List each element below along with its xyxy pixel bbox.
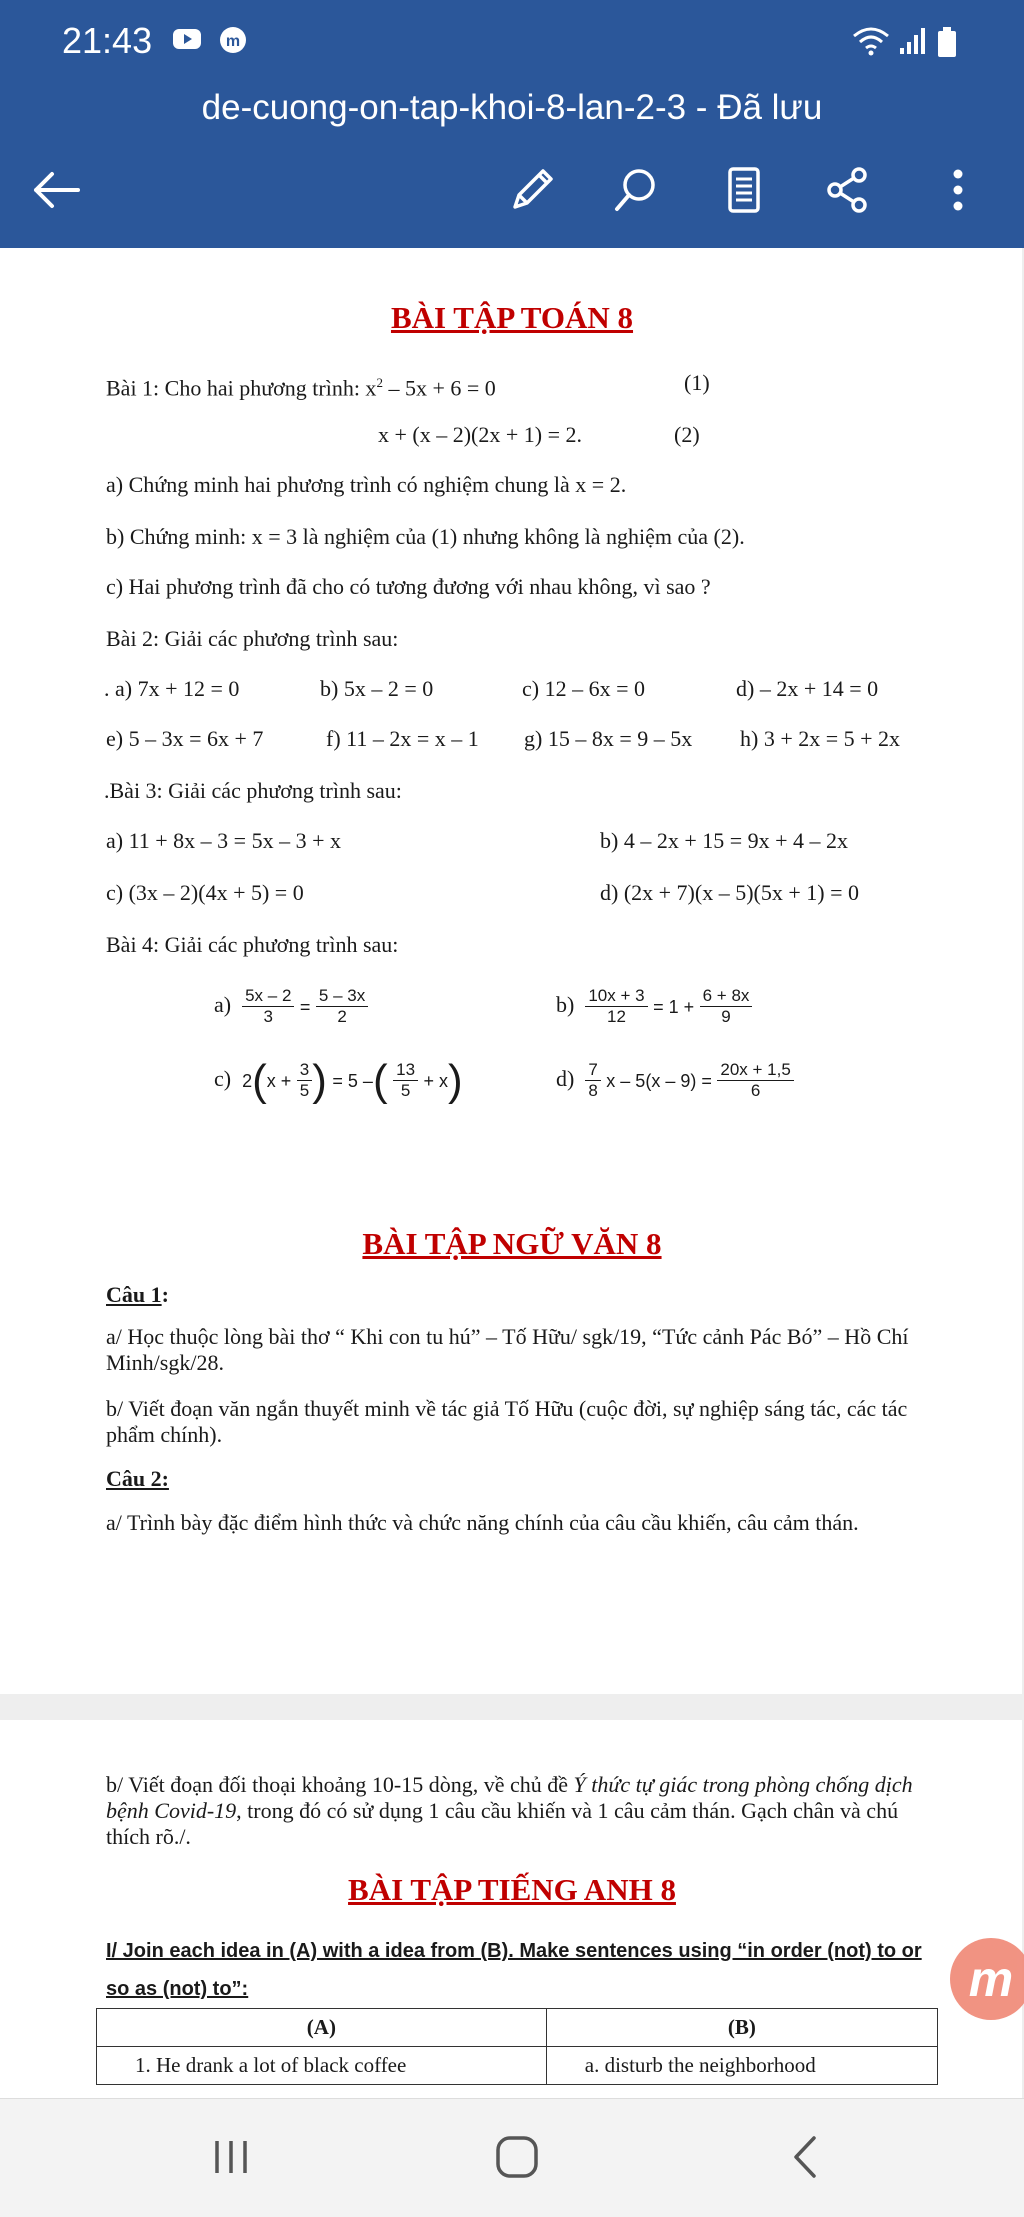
bai2-g: g) 15 – 8x = 9 – 5x <box>524 726 693 751</box>
messenger-icon <box>218 26 248 56</box>
bai4-b: b) $\frac{10x + 3}{12}$ = 1 + $\frac{6 + 8x}{9}$ <box>556 980 752 1032</box>
bai2-f: f) 11 – 2x = x – 1 <box>326 726 479 751</box>
wifi-icon <box>852 26 890 56</box>
document-title: de-cuong-on-tap-khoi-8-lan-2-3 - Đã lưu <box>201 88 823 127</box>
home-icon <box>494 2134 540 2180</box>
bai1-a: a) Chứng minh hai phương trình có nghiệm chung là x = 2. <box>106 472 627 497</box>
bai1-statement: Bài 1: Cho hai phương trình: $x^2 - 5x + 6 = 0$ <box>106 375 496 401</box>
search-button[interactable] <box>604 158 668 222</box>
bai2-a: . a) 7x + 12 = 0 <box>104 676 240 701</box>
battery-icon <box>936 26 958 58</box>
status-time: 21:43 <box>62 20 153 61</box>
eq2: x + (x – 2)(2x + 1) = 2. <box>378 422 583 447</box>
cau1-a: a/ Học thuộc lòng bài thơ “ Khi con tu hú” – Tố Hữu/ sgk/19, “Tức cảnh Pác Bó” – Hồ Chí Minh/sgk/28. <box>106 1324 909 1375</box>
svg-text:m: m <box>225 33 241 50</box>
messenger-float-button[interactable]: m <box>950 1938 1024 2020</box>
bai4-a: a) $\frac{5x - 2}{3}$ = $\frac{5 - 3x}{2}$ <box>214 980 368 1032</box>
cau2-a: a/ Trình bày đặc điểm hình thức và chức năng chính của câu cầu khiến, câu cảm thán. <box>106 1510 859 1535</box>
cau1-b: b/ Viết đoạn văn ngắn thuyết minh về tác giả Tố Hữu (cuộc đời, sự nghiệp sáng tác, các tác phẩm chính). <box>106 1396 908 1447</box>
eq1-label: (1) <box>684 370 710 395</box>
back-button[interactable] <box>24 158 88 222</box>
signal-icon <box>898 26 928 56</box>
more-icon <box>948 165 968 215</box>
literature-title: BÀI TẬP NGỮ VĂN 8 <box>362 1226 662 1261</box>
reading-view-button[interactable] <box>712 158 776 222</box>
recent-apps-button[interactable] <box>196 2129 266 2185</box>
share-icon <box>823 165 873 215</box>
back-nav-button[interactable] <box>770 2129 840 2185</box>
bai1-c: c) Hai phương trình đã cho có tương đương với nhau không, vì sao ? <box>106 574 711 599</box>
table-row <box>97 2047 938 2085</box>
bai3-c: c) (3x – 2)(4x + 5) = 0 <box>106 880 304 905</box>
bai2-e: e) 5 – 3x = 6x + 7 <box>106 726 264 751</box>
bai3-b: b) 4 – 2x + 15 = 9x + 4 – 2x <box>600 828 849 853</box>
edit-button[interactable] <box>500 158 564 222</box>
bai2-h: h) 3 + 2x = 5 + 2x <box>740 726 901 751</box>
bai4-heading: Bài 4: Giải các phương trình sau: <box>106 932 399 957</box>
search-icon <box>611 165 661 215</box>
youtube-icon <box>172 26 202 52</box>
share-button[interactable] <box>816 158 880 222</box>
bai3-d: d) (2x + 7)(x – 5)(5x + 1) = 0 <box>600 880 860 905</box>
more-options-button[interactable] <box>926 158 990 222</box>
column-b-header: (B) <box>546 2009 937 2047</box>
english-instruction: I/ Join each idea in (A) with a idea from (B). Make sentences using “in order (not) to or so as (not) to”: <box>106 1940 922 2000</box>
back-icon <box>30 170 82 210</box>
row-1-b: a. disturb the neighborhood <box>546 2047 937 2085</box>
bai1-b: b) Chứng minh: x = 3 là nghiệm của (1) nhưng không là nghiệm của (2). <box>106 524 745 549</box>
eq2-label: (2) <box>674 422 700 447</box>
reading-view-icon <box>724 165 764 215</box>
bai3-heading: .Bài 3: Giải các phương trình sau: <box>104 778 402 803</box>
system-nav-bar <box>0 2098 1024 2217</box>
english-table <box>96 2008 938 2085</box>
back-nav-icon <box>790 2134 820 2180</box>
bai2-b: b) 5x – 2 = 0 <box>320 676 434 701</box>
recent-apps-icon <box>208 2137 254 2177</box>
bai3-a: a) 11 + 8x – 3 = 5x – 3 + x <box>106 828 341 853</box>
column-a-header: (A) <box>97 2009 547 2047</box>
bai2-heading: Bài 2: Giải các phương trình sau: <box>106 626 399 651</box>
cau2-b: b/ Viết đoạn đối thoại khoảng 10-15 dòng, về chủ đề Ý thức tự giác trong phòng chống dịch bệnh Covid-19, trong đó có sử dụng 1 câu cầu khiến và 1 câu cảm thán. Gạch chân và chú thích rõ./. <box>106 1772 913 1849</box>
bai2-d: d) – 2x + 14 = 0 <box>736 676 879 701</box>
bai4-d: d) $\frac{7}{8}$ x – 5(x – 9) = $\frac{20x + 1,5}{6}$ <box>556 1054 794 1106</box>
english-title: BÀI TẬP TIẾNG ANH 8 <box>348 1872 676 1907</box>
math-title: BÀI TẬP TOÁN 8 <box>390 300 634 335</box>
bai2-c: c) 12 – 6x = 0 <box>522 676 645 701</box>
bai4-c: c) 2(x + $\frac{3}{5}$ ) = 5 –( $\frac{13}{5}$ + x) <box>214 1055 463 1105</box>
row-1-a: 1. He drank a lot of black coffee <box>97 2047 547 2085</box>
cau1-heading: Câu 1: <box>106 1282 169 1307</box>
edit-icon <box>507 165 557 215</box>
cau2-heading: Câu 2: <box>106 1466 169 1491</box>
home-button[interactable] <box>482 2129 552 2185</box>
app-header <box>0 0 1024 248</box>
